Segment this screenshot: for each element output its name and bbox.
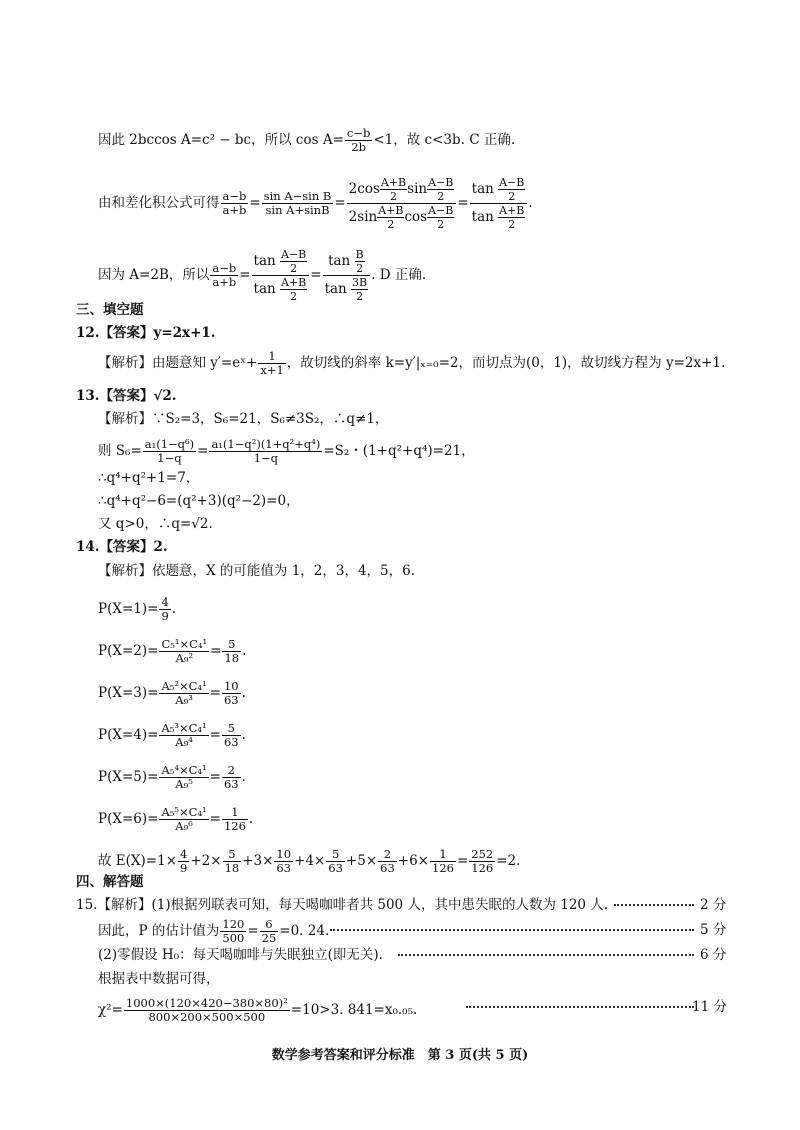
prob-x3: P(X=3)= $\frac{\text{A₅²×C₄¹}}{\text{A₉³}}$ = $\frac{10}{63}$ . (98, 679, 246, 707)
leader-dots (614, 904, 694, 906)
q15-line2: 因此，P 的估计值为 $\frac{120}{500}$ = $\frac{6}{25}$ =0. 24. (98, 917, 330, 945)
fraction-complex: tan $\frac{B}{2}$ tan $\frac{3B}{2}$ (323, 248, 371, 303)
line-cosA (98, 127, 515, 154)
fraction: $\frac{c-b}{2b}$ (346, 126, 371, 154)
fraction-complex: tan $\frac{A-B}{2}$ tan $\frac{A+B}{2}$ (252, 248, 310, 303)
fraction: $\frac{\text{a₁(1−q²)(1+q²+q⁴)}}{1-q}$ (211, 437, 321, 465)
prob-x4: P(X=4)= $\frac{\text{A₅³×C₄¹}}{\text{A₉⁴}}$ = $\frac{5}{63}$ . (98, 721, 246, 749)
q15-chi-square: χ²= $\frac{\text{1000×(120×420−380×80)²}}{800\times 200\times 500\times 500}$ =10>3. 841=x₀.₀₅. (98, 996, 418, 1024)
q12-answer: 12.【答案】y=2x+1. (76, 325, 216, 341)
leader-dots (466, 1006, 694, 1008)
line-sum-to-product: 由和差化积公式可得 $\frac{a-b}{a+b}$ = $\frac{\text{sin A−sin B}}{\text{sin A+sinB}}$ = 2cos $\frac{A+B}{2}$ sin $\frac{A-B}{2}$ 2sin $\frac{A+B}{2}$ cos $\frac{A-B}{2}$ = tan $\frac{A-B}{2}$ tan $\frac{A+B}{2}$ . (98, 176, 533, 231)
prob-x2: P(X=2)= $\frac{\text{C₅¹×C₄¹}}{\text{A₉²}}$ = $\frac{5}{18}$ . (98, 637, 247, 665)
q13-line3: ∴q⁴+q²+1=7， (98, 470, 200, 486)
q15-line1: 15.【解析】(1)根据列联表可知，每天喝咖啡者共 500 人，其中患失眠的人数为 120 人. (76, 897, 609, 913)
score: 5 分 (700, 922, 727, 938)
q13-answer: 13.【答案】√2. (76, 388, 177, 404)
text: 由和差化积公式可得 (98, 195, 220, 211)
fraction-complex: 2cos $\frac{A+B}{2}$ sin $\frac{A-B}{2}$ 2sin $\frac{A+B}{2}$ cos $\frac{A-B}{2}$ (347, 176, 457, 231)
prob-x6: P(X=6)= $\frac{\text{A₅⁵×C₄¹}}{\text{A₉⁶}}$ = $\frac{1}{126}$ . (98, 805, 254, 833)
text: 因此 2bccos A=c² − bc，所以 cos A= (98, 132, 344, 148)
section-heading: 四、解答题 (76, 874, 144, 890)
leader-dots (398, 954, 694, 956)
q13-line4: ∴q⁴+q²−6=(q²+3)(q²−2)=0， (98, 493, 300, 509)
fraction: $\frac{\text{a₁(1−q⁶)}}{1-q}$ (144, 437, 195, 465)
expectation: 故 E(X)=1× $\frac{4}{9}$ +2× $\frac{5}{18}$ +3× $\frac{10}{63}$ +4× $\frac{5}{63}$ +5× $\frac{2}{63}$ +6× $\frac{1}{126}$ = $\frac{252}{126}$ =2. (98, 847, 521, 875)
fraction: $\frac{a-b}{a+b}$ (222, 189, 247, 217)
score: 6 分 (700, 947, 727, 963)
section-heading: 三、填空题 (76, 302, 144, 318)
prob-x5: P(X=5)= $\frac{\text{A₅⁴×C₄¹}}{\text{A₉⁵}}$ = $\frac{2}{63}$ . (98, 763, 246, 791)
fraction: $\frac{\text{sin A−sin B}}{\text{sin A+sinB}}$ (263, 189, 332, 217)
line-A-eq-2B: 因为 A=2B，所以 $\frac{a-b}{a+b}$ = tan $\frac{A-B}{2}$ tan $\frac{A+B}{2}$ = tan $\frac{B}{2}$ tan $\frac{3B}{2}$ . D 正确. (98, 248, 427, 303)
score: 2 分 (700, 897, 727, 913)
q12-explanation: 【解析】由题意知 y′=eˣ+ $\frac{1}{x+1}$ ，故切线的斜率 k=y′|ₓ₌₀=2，而切点为(0，1)，故切线方程为 y=2x+1. (98, 349, 726, 377)
q15-line3: (2)零假设 H₀：每天喝咖啡与失眠独立(即无关). (98, 947, 383, 963)
page-footer: 数学参考答案和评分标准 第 3 页(共 5 页) (271, 1048, 529, 1063)
fraction: $\frac{a-b}{a+b}$ (212, 261, 237, 289)
q13-line1: 【解析】∵S₂=3，S₆=21，S₆≠3S₂，∴q≠1， (98, 411, 389, 427)
q15-line4: 根据表中数据可得， (98, 971, 220, 987)
fraction: $\frac{1}{x+1}$ (260, 349, 284, 377)
prob-x1: P(X=1)= $\frac{4}{9}$ . (98, 595, 177, 623)
q14-explanation: 【解析】依题意，X 的可能值为 1，2，3，4，5，6. (98, 563, 416, 579)
text: <1，故 c<3b. C 正确. (373, 132, 516, 148)
text: 因为 A=2B，所以 (98, 267, 210, 283)
fraction-complex: tan $\frac{A-B}{2}$ tan $\frac{A+B}{2}$ (470, 176, 528, 231)
score: 11 分 (692, 999, 727, 1015)
q13-line5: 又 q>0，∴q=√2. (98, 516, 213, 532)
q13-line2: 则 S₆= $\frac{\text{a₁(1−q⁶)}}{1-q}$ = $\frac{\text{a₁(1−q²)(1+q²+q⁴)}}{1-q}$ =S₂・(1+q²+q⁴)=21， (98, 437, 475, 465)
q14-answer: 14.【答案】2. (76, 539, 168, 555)
leader-dots (330, 929, 694, 931)
